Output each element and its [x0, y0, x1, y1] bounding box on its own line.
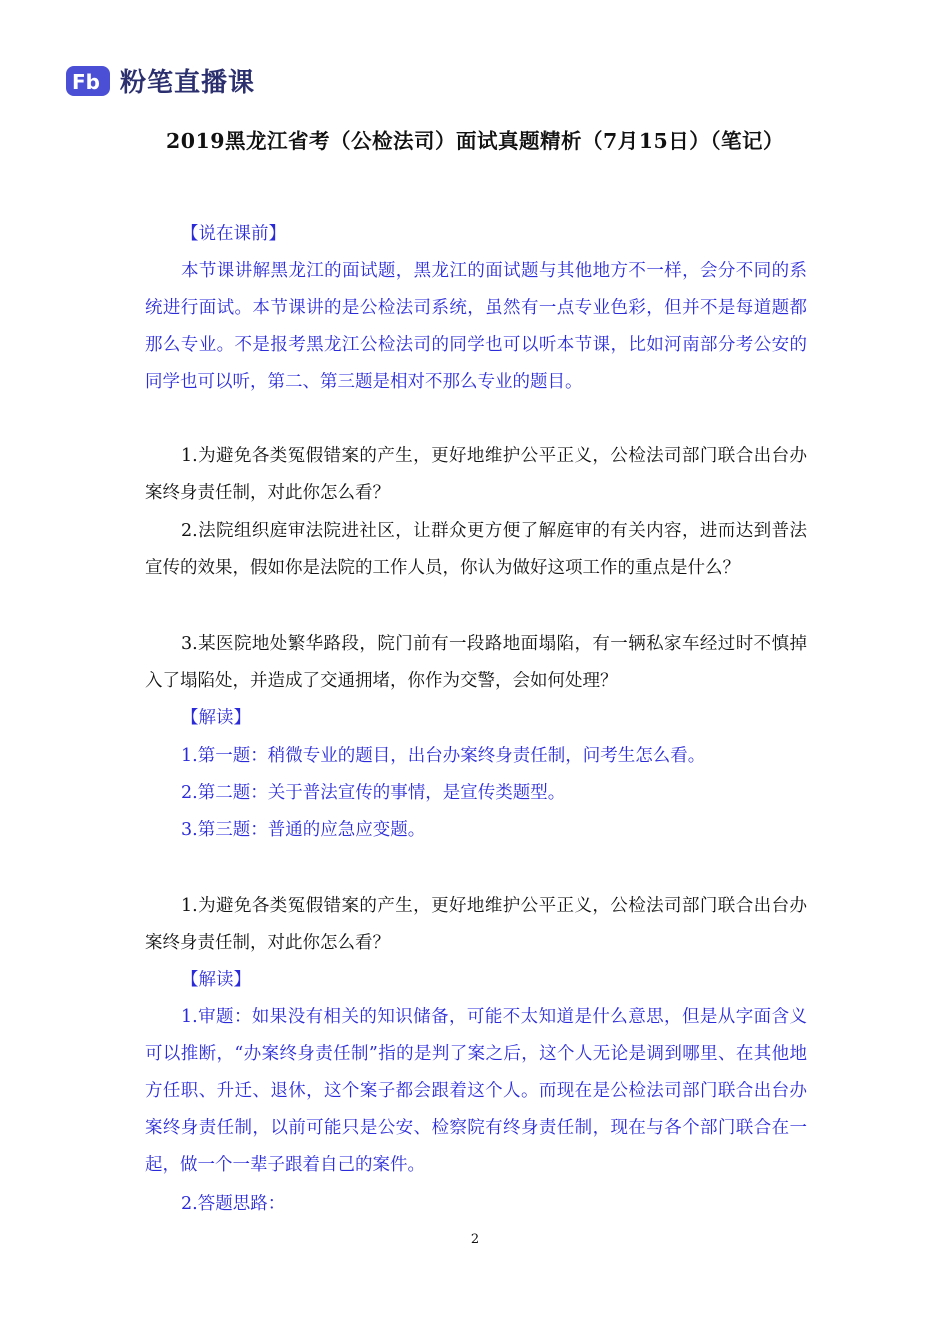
analysis-item-3: 3.第三题：普通的应急应变题。	[181, 820, 426, 840]
intro-paragraph: 本节课讲解黑龙江的面试题，黑龙江的面试题与其他地方不一样，会分不同的系统进行面试。本节课讲的是公检法司系统，虽然有一点专业色彩，但并不是每道题都那么专业。不是报考黑龙江公检法司的同学也可以听本节课，比如河南部分考公安的同学也可以听，第二、第三题是相对不那么专业的题目。	[145, 261, 807, 392]
q1-detail-heading: 【解读】	[181, 970, 251, 990]
q1-detail-question: 1.为避免各类冤假错案的产生，更好地维护公平正义，公检法司部门联合出台办案终身责任制，对此你怎么看？	[145, 896, 807, 953]
question-3: 3.某医院地处繁华路段，院门前有一段路地面塌陷，有一辆私家车经过时不慎掉入了塌陷处，并造成了交通拥堵，你作为交警，会如何处理？	[145, 634, 807, 691]
analysis-heading: 【解读】	[181, 708, 251, 728]
page-title: 2019黑龙江省考（公检法司）面试真题精析（7月15日）（笔记）	[165, 129, 785, 153]
svg-text:Fb: Fb	[72, 69, 100, 94]
fb-logo-icon	[66, 64, 110, 98]
intro-heading: 【说在课前】	[181, 224, 286, 244]
q1-review-paragraph: 1.审题：如果没有相关的知识储备，可能不太知道是什么意思，但是从字面含义可以推断，“办案终身责任制”指的是判了案之后，这个人无论是调到哪里、在其他地方任职、升迁、退休，这个案子都会跟着这个人。而现在是公检法司部门联合出台办案终身责任制，以前可能只是公安、检察院有终身责任制，现在与各个部门联合在一起，做一个一辈子跟着自己的案件。	[145, 1007, 807, 1175]
question-1: 1.为避免各类冤假错案的产生，更好地维护公平正义，公检法司部门联合出台办案终身责任制，对此你怎么看？	[145, 446, 807, 503]
analysis-item-1: 1.第一题：稍微专业的题目，出台办案终身责任制，问考生怎么看。	[181, 746, 706, 766]
q1-approach-label: 2.答题思路：	[181, 1194, 286, 1214]
brand-name: 粉笔直播课	[120, 68, 256, 98]
question-2: 2.法院组织庭审法院进社区，让群众更方便了解庭审的有关内容，进而达到普法宣传的效果，假如你是法院的工作人员，你认为做好这项工作的重点是什么？	[145, 521, 807, 578]
page-number: 2	[470, 1232, 480, 1247]
brand-logo	[66, 62, 255, 99]
analysis-item-2: 2.第二题：关于普法宣传的事情，是宣传类题型。	[181, 783, 566, 803]
